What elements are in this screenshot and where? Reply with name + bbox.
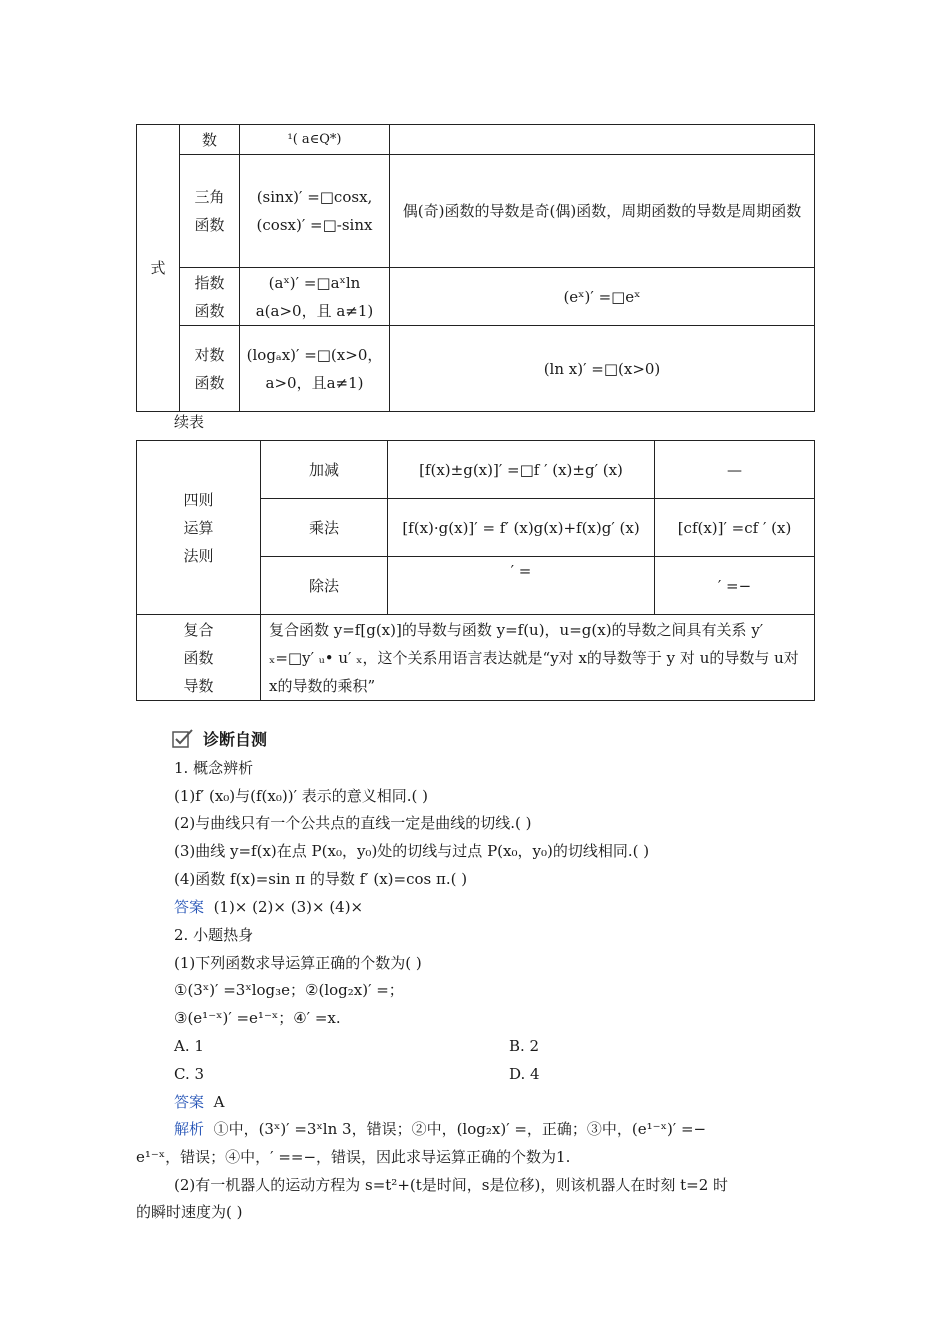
group-label: 四则运算法则 — [137, 441, 261, 615]
q1-answer — [174, 896, 363, 918]
row-name: 数 — [180, 125, 240, 155]
row-note — [390, 125, 815, 155]
answer-label: 答案 — [174, 898, 205, 916]
row-formula: ¹( a∈Q*) — [240, 125, 390, 155]
row-formula: (aˣ)′ =□aˣln a(a>0，且 a≠1) — [240, 268, 390, 326]
q1-item-4: (4)函数 f(x)=sin π 的导数 f′ (x)=cos π.( ) — [174, 870, 468, 888]
row-note: (eˣ)′ =□eˣ — [390, 268, 815, 326]
rule-formula: ′ = — [388, 557, 655, 615]
checkbox-icon — [172, 728, 194, 748]
rule-note: ′ =− — [655, 557, 815, 615]
option-b: B. 2 — [509, 1037, 540, 1055]
rule-name: 除法 — [261, 557, 388, 615]
row-name: 对数函数 — [180, 326, 240, 412]
table-side-label: 式 — [137, 125, 180, 412]
q2-analysis-2: e¹⁻ˣ，错误；④中，′ ==−，错误，因此求导运算正确的个数为1. — [136, 1148, 571, 1166]
q2-analysis-1 — [174, 1118, 706, 1140]
q2-stem: (1)下列函数求导运算正确的个数为( ) — [174, 954, 422, 972]
q1-item-1: (1)f′ (x₀)与(f(x₀))′ 表示的意义相同.( ) — [174, 787, 428, 805]
row-name: 指数函数 — [180, 268, 240, 326]
q2-title: 2. 小题热身 — [174, 926, 254, 944]
rule-name: 乘法 — [261, 499, 388, 557]
answer-text: A — [213, 1093, 225, 1111]
q2-line-1: ①(3ˣ)′ =3ˣlog₃e；②(log₂x)′ =； — [174, 981, 404, 999]
formula-table — [136, 124, 815, 412]
q2-line-2: ③(e¹⁻ˣ)′ =e¹⁻ˣ；④′ =x. — [174, 1009, 341, 1027]
rule-formula: [f(x)·g(x)]′ = f′ (x)g(x)+f(x)g′ (x) — [388, 499, 655, 557]
section-title: 诊断自测 — [203, 730, 268, 749]
answer-text: (1)× (2)× (3)× (4)× — [213, 898, 364, 916]
continued-label: 续表 — [174, 413, 205, 431]
analysis-label: 解析 — [174, 1120, 205, 1138]
row-formula: (sinx)′ =□cosx,(cosx)′ =□-sinx — [240, 155, 390, 268]
option-d: D. 4 — [509, 1065, 540, 1083]
q1-title: 1. 概念辨析 — [174, 759, 254, 777]
rules-table — [136, 440, 815, 701]
row-note: (ln x)′ =□(x>0) — [390, 326, 815, 412]
composite-label: 复合函数导数 — [137, 615, 261, 701]
q2-answer — [174, 1091, 224, 1113]
answer-label: 答案 — [174, 1093, 205, 1111]
q1-item-2: (2)与曲线只有一个公共点的直线一定是曲线的切线.( ) — [174, 814, 532, 832]
rule-note: — — [655, 441, 815, 499]
composite-text: 复合函数 y=f[g(x)]的导数与函数 y=f(u)，u=g(x)的导数之间具有关系 y′ ₓ=□y′ ᵤ• u′ ₓ，这个关系用语言表达就是“y对 x的导数等于 y 对 u的导数与 u对 x的导数的乘积” — [261, 615, 815, 701]
rule-name: 加减 — [261, 441, 388, 499]
analysis-text: ①中，(3ˣ)′ =3ˣln 3，错误；②中，(log₂x)′ =，正确；③中，(e¹⁻ˣ)′ =− — [213, 1120, 707, 1138]
row-name: 三角函数 — [180, 155, 240, 268]
row-formula: (logₐx)′ =□(x>0，a>0，且a≠1) — [240, 326, 390, 412]
rule-note: [cf(x)]′ =cf ′ (x) — [655, 499, 815, 557]
row-note: 偶(奇)函数的导数是奇(偶)函数，周期函数的导数是周期函数 — [390, 155, 815, 268]
rule-formula: [f(x)±g(x)]′ =□f ′ (x)±g′ (x) — [388, 441, 655, 499]
q2-stem-2-line-2: 的瞬时速度为( ) — [136, 1203, 243, 1221]
q2-stem-2-line-1: (2)有一机器人的运动方程为 s=t²+(t是时间，s是位移)，则该机器人在时刻 t=2 时 — [174, 1176, 728, 1194]
q1-item-3: (3)曲线 y=f(x)在点 P(x₀，y₀)处的切线与过点 P(x₀，y₀)的切线相同.( ) — [174, 842, 650, 860]
option-c: C. 3 — [174, 1065, 205, 1083]
option-a: A. 1 — [174, 1037, 204, 1055]
